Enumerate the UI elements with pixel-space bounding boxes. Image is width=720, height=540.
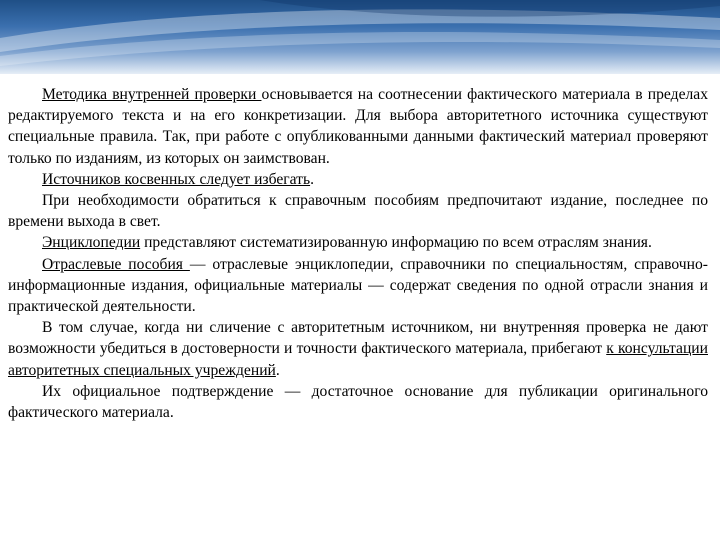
text-segment: Их официальное подтверждение — достаточное основание для публикации оригинального фактического материала.	[8, 382, 708, 422]
text-segment: .	[310, 170, 314, 188]
header-banner	[0, 0, 720, 74]
underlined-text: к консультации авторитетных специальных учреждений	[8, 340, 708, 379]
paragraph	[8, 232, 708, 253]
underlined-text: Энциклопедии	[42, 234, 141, 252]
paragraph	[8, 84, 708, 169]
text-segment: основывается на соотнесении фактического материала в пределах редактируемого текста и на его конкретизации. Для выбора авторитетного источника существуют специальные правила. Так, при работе с опубликованными данными фактический материал проверяют только по изданиям, из которых он заимствован.	[8, 86, 708, 167]
text-segment: .	[275, 361, 280, 379]
document-body	[8, 84, 708, 423]
banner-swoosh	[0, 0, 720, 74]
text-segment: При необходимости обратиться к справочным пособиям предпочитают издание, последнее по времени выхода в свет.	[8, 192, 708, 231]
paragraph	[8, 169, 708, 190]
text-segment: В том случае, когда ни сличение с авторитетным источником, ни внутренняя проверка не дают возможности убедиться в достоверности и точности фактического материала, прибегают	[8, 319, 708, 358]
paragraph	[8, 190, 708, 232]
text-segment: — отраслевые энциклопедии, справочники по специальностям, справочно-информационные издания, официальные материалы — содержат сведения по одной отрасли знания и практической деятельности.	[8, 255, 708, 316]
paragraph	[8, 254, 708, 318]
underlined-text: Отраслевые пособия	[42, 255, 190, 273]
text-segment: представляют систематизированную информацию по всем отраслям знания.	[140, 234, 652, 252]
underlined-text: Источников косвенных следует избегать	[42, 170, 311, 188]
underlined-text: Методика внутренней проверки	[42, 86, 262, 103]
paragraph	[8, 381, 708, 423]
paragraph	[8, 317, 708, 381]
